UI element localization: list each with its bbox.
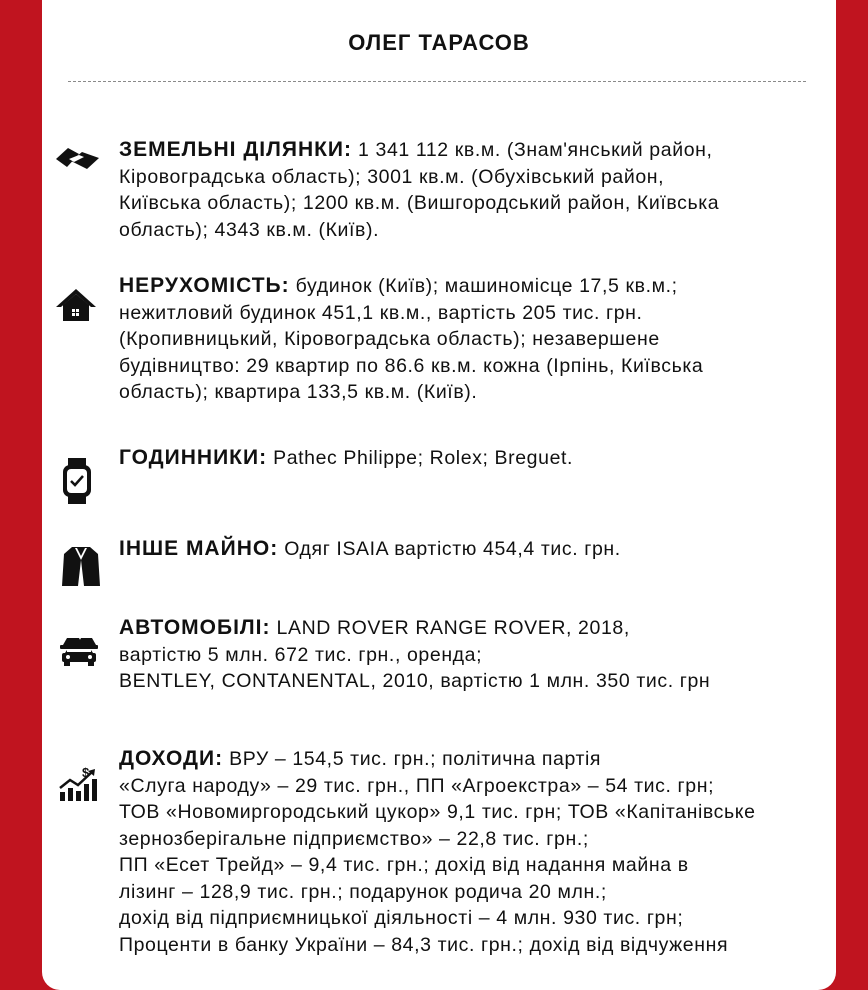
cars-details: LAND ROVER RANGE ROVER, 2018, вартістю 5 млн. 672 тис. грн., оренда; BENTLEY, CONTANENTAL, 2010, вартістю 1 млн. 350 тис. грн: [119, 617, 711, 692]
section-real-estate-text: [119, 273, 823, 406]
land-plots-details: 1 341 112 кв.м. (Знам'янський район, Кіровоградська область); 3001 кв.м. (Обухівський район, Київська область); 1200 кв.м. (Вишгородський район, Київська область); 4343 кв.м. (Київ).: [119, 139, 720, 241]
watches-label: ГОДИННИКИ:: [119, 446, 268, 469]
income-label: ДОХОДИ:: [119, 747, 224, 770]
watches-details: Pathec Philippe; Rolex; Breguet.: [267, 447, 574, 469]
jacket-icon: [62, 546, 108, 586]
svg-text:$: $: [82, 766, 90, 780]
land-plots-icon: [54, 145, 100, 185]
person-name-title: ОЛЕГ ТАРАСОВ: [348, 30, 530, 55]
other-property-details: Одяг ISAIA вартістю 454,4 тис. грн.: [278, 538, 621, 560]
watch-icon: [60, 457, 106, 497]
declaration-card: [42, 0, 836, 990]
income-chart-icon: [58, 766, 104, 806]
cars-label: АВТОМОБІЛІ:: [119, 616, 271, 639]
dashed-divider: [68, 81, 806, 82]
land-plots-label: ЗЕМЕЛЬНІ ДІЛЯНКИ:: [119, 138, 353, 161]
house-icon: [54, 287, 100, 327]
section-watches-text: [119, 445, 823, 472]
other-property-label: ІНШЕ МАЙНО:: [119, 537, 279, 560]
cars-icon: [59, 635, 105, 675]
income-details: ВРУ – 154,5 тис. грн.; політична партія «Слуга народу» – 29 тис. грн., ПП «Агроекстра» – 54 тис. грн; ТОВ «Новомиргородський цукор» 9,1 тис. грн; ТОВ «Капітанівське зернозберігальне підприємство» – 22,8 тис. грн.; ПП «Есет Трейд» – 9,4 тис. грн.; дохід від надання майна в лізинг – 128,9 тис. грн.; подарунок родича 20 млн.; дохід від підприємницької діяльності – 4 млн. 930 тис. грн; Проценти в банку України – 84,3 тис. грн.; дохід від відчуження: [119, 748, 756, 956]
real-estate-label: НЕРУХОМІСТЬ:: [119, 274, 290, 297]
real-estate-details: будинок (Київ); машиномісце 17,5 кв.м.; нежитловий будинок 451,1 кв.м., вартість 205 тис. грн. (Кропивницький, Кіровоградська область); незавершене будівництво: 29 квартир по 86.6 кв.м. кожна (Ірпінь, Київська область); квартира 133,5 кв.м. (Київ).: [119, 275, 704, 403]
section-land-plots-text: [119, 137, 823, 243]
section-income-text: [119, 746, 823, 958]
section-other-property-text: [119, 536, 823, 563]
section-cars-text: [119, 615, 823, 695]
